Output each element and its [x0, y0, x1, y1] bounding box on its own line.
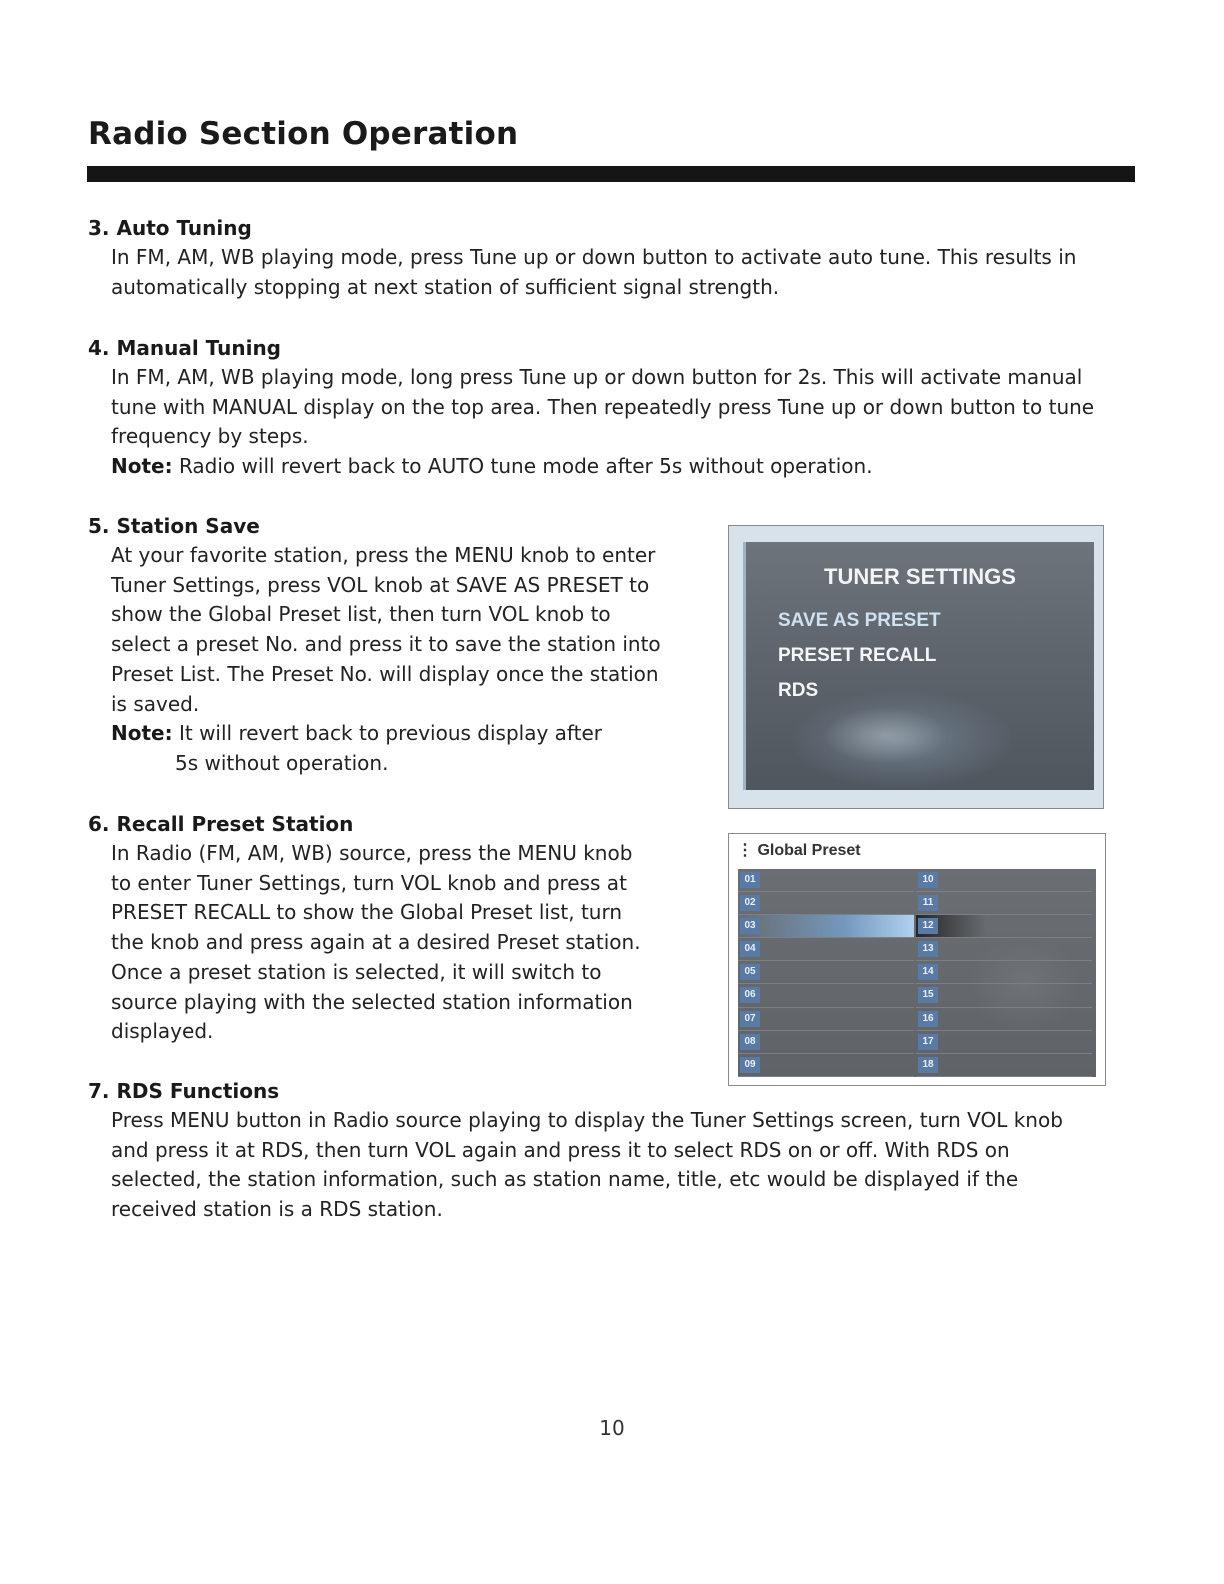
section-station-save — [88, 511, 688, 779]
tuner-settings-screenshot — [728, 525, 1104, 809]
section-recall-preset — [88, 809, 688, 1047]
section-rds-functions — [88, 1076, 1098, 1225]
note-text: It will revert back to previous display after — [178, 721, 602, 746]
section-heading: 6. Recall Preset Station — [88, 812, 354, 836]
preset-number: 12 — [918, 918, 938, 934]
section-note — [111, 452, 1118, 482]
preset-row — [916, 892, 1092, 915]
page-title: Radio Section Operation — [88, 116, 519, 152]
preset-row — [738, 1054, 914, 1077]
preset-number: 11 — [918, 895, 938, 911]
preset-row — [916, 961, 1092, 984]
preset-number: 08 — [740, 1034, 760, 1050]
preset-row — [738, 892, 914, 915]
page-number: 10 — [599, 1416, 625, 1440]
section-heading: 7. RDS Functions — [88, 1079, 280, 1103]
section-body: Press MENU button in Radio source playing to display the Tuner Settings screen, turn VOL knob and press it at RDS, then turn VOL again and press it to select RDS on or off. With RDS on selected, the station information, such as station name, title, etc would be displayed if the received station is a RDS station. — [111, 1108, 1063, 1222]
note-text-continued: 5s without operation. — [175, 750, 389, 775]
section-heading: 5. Station Save — [88, 514, 260, 538]
tuner-item-save-as-preset: SAVE AS PRESET — [778, 610, 941, 631]
preset-number: 15 — [918, 987, 938, 1003]
preset-row — [916, 1031, 1092, 1054]
preset-number: 05 — [740, 964, 760, 980]
section-body: In Radio (FM, AM, WB) source, press the MENU knob to enter Tuner Settings, turn VOL knob and press at PRESET RECALL to show the Global Preset list, turn the knob and press again at a desired Preset station. Once a preset station is selected, it will switch to source playing with the selected station information displayed. — [111, 841, 641, 1044]
preset-row — [916, 938, 1092, 961]
global-preset-screen — [738, 869, 1096, 1077]
section-auto-tuning — [88, 213, 1138, 302]
preset-row — [738, 915, 914, 938]
menu-icon: ⋮ — [737, 842, 753, 859]
tuner-item-preset-recall: PRESET RECALL — [778, 645, 937, 666]
preset-number: 04 — [740, 941, 760, 957]
preset-row — [916, 1008, 1092, 1031]
title-rule — [87, 166, 1135, 182]
preset-number: 02 — [740, 895, 760, 911]
preset-number: 14 — [918, 964, 938, 980]
preset-number: 10 — [918, 872, 938, 888]
global-preset-screenshot — [728, 833, 1106, 1086]
section-heading: 3. Auto Tuning — [88, 216, 252, 240]
section-manual-tuning — [88, 333, 1118, 482]
note-text: Radio will revert back to AUTO tune mode after 5s without operation. — [178, 454, 873, 479]
preset-number: 01 — [740, 872, 760, 888]
preset-row — [738, 961, 914, 984]
preset-row — [738, 1031, 914, 1054]
preset-row — [738, 984, 914, 1007]
section-body: In FM, AM, WB playing mode, long press Tune up or down button for 2s. This will activate manual tune with MANUAL display on the top area. Then repeatedly press Tune up or down button to tune frequency by steps. — [111, 365, 1095, 449]
preset-row — [916, 1054, 1092, 1077]
global-preset-header — [737, 840, 861, 860]
preset-number: 06 — [740, 987, 760, 1003]
section-note — [111, 719, 688, 778]
section-body: At your favorite station, press the MENU knob to enter Tuner Settings, press VOL knob at SAVE AS PRESET to show the Global Preset list, then turn VOL knob to select a preset No. and press it to save the station into Preset List. The Preset No. will display once the station is saved. — [111, 543, 661, 716]
preset-row — [738, 1008, 914, 1031]
preset-number: 16 — [918, 1011, 938, 1027]
preset-number: 03 — [740, 918, 760, 934]
section-heading: 4. Manual Tuning — [88, 336, 281, 360]
preset-number: 09 — [740, 1057, 760, 1073]
tuner-settings-title: TUNER SETTINGS — [824, 564, 1016, 589]
preset-number: 18 — [918, 1057, 938, 1073]
preset-row — [916, 984, 1092, 1007]
note-label: Note: — [111, 454, 173, 479]
preset-column-left — [738, 869, 914, 1077]
global-preset-title: Global Preset — [757, 842, 861, 859]
preset-number: 17 — [918, 1034, 938, 1050]
preset-number: 13 — [918, 941, 938, 957]
section-body: In FM, AM, WB playing mode, press Tune up or down button to activate auto tune. This results in automatically stopping at next station of sufficient signal strength. — [111, 245, 1077, 299]
preset-column-right — [916, 869, 1092, 1077]
preset-row — [916, 915, 1092, 938]
tuner-item-rds: RDS — [778, 680, 819, 701]
preset-number: 07 — [740, 1011, 760, 1027]
preset-row — [738, 869, 914, 892]
tuner-settings-screen — [743, 542, 1094, 790]
preset-row — [916, 869, 1092, 892]
preset-row — [738, 938, 914, 961]
note-label: Note: — [111, 721, 173, 746]
